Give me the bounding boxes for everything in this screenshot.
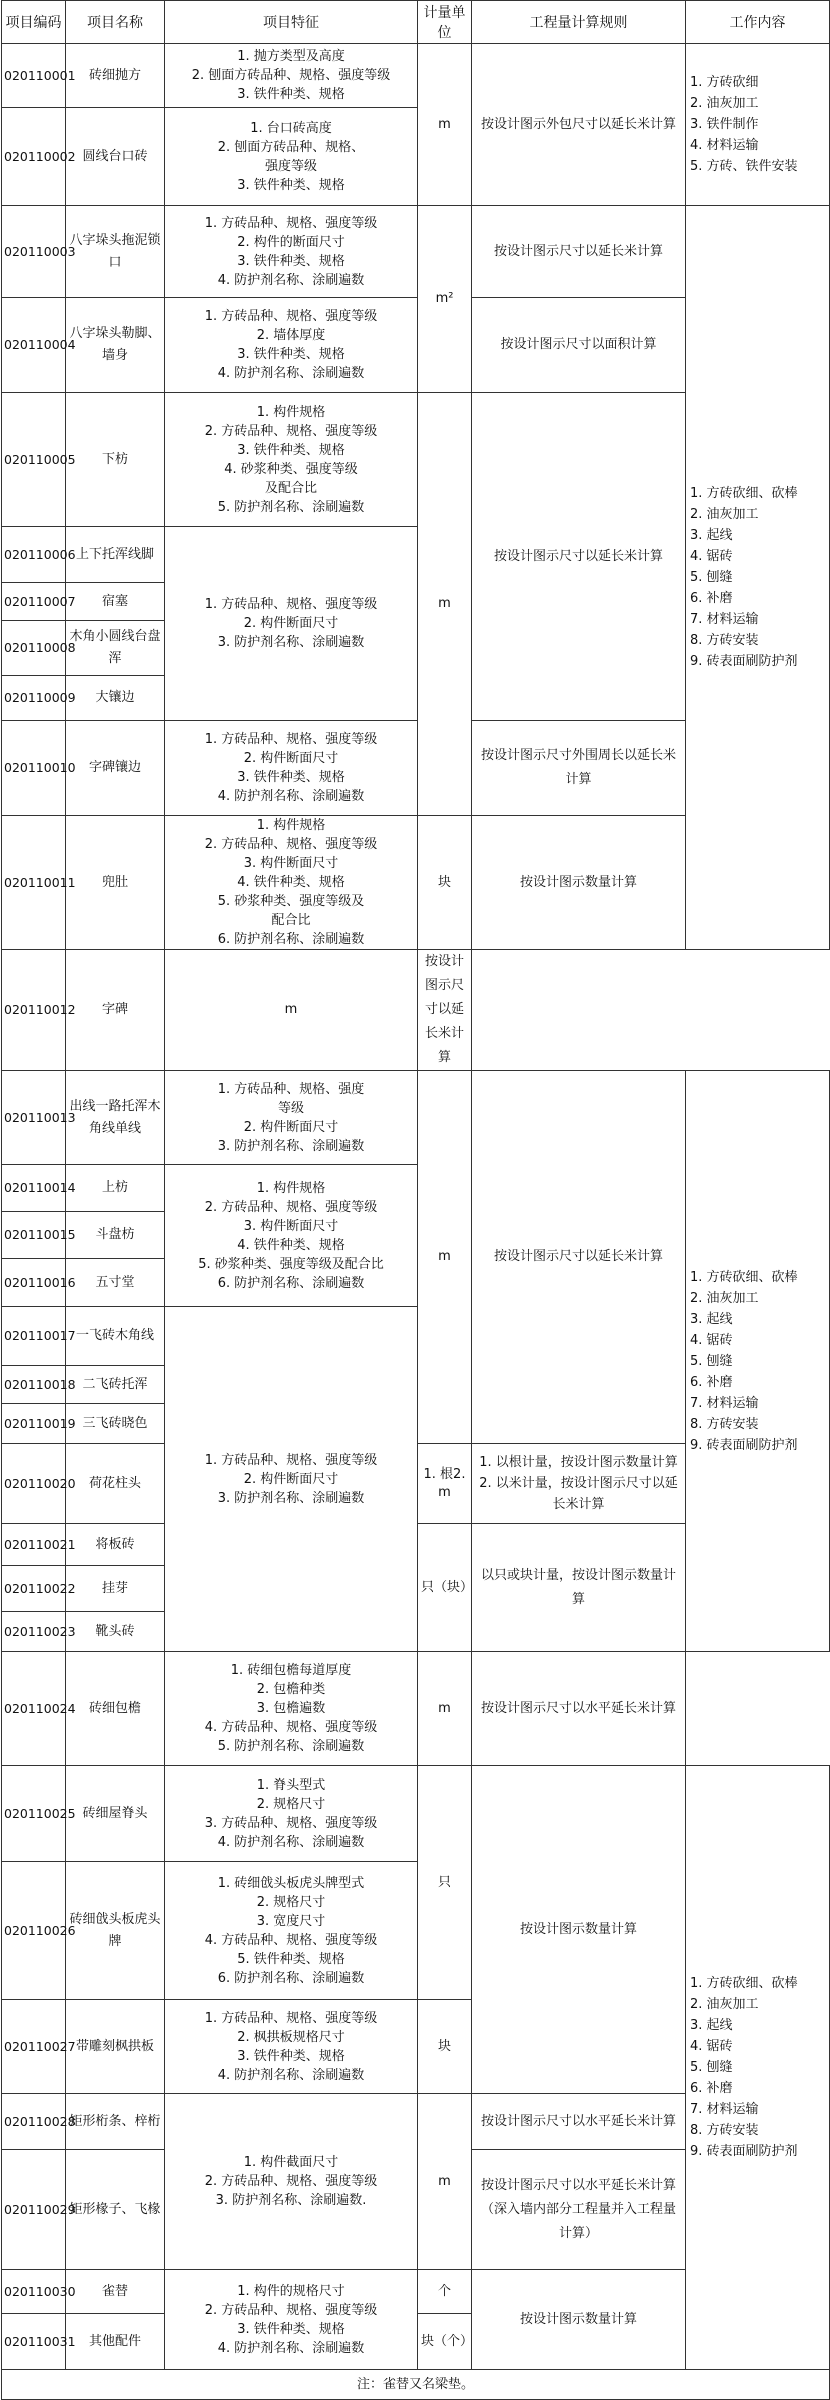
work-cell (686, 1071, 830, 1652)
line-text: 9. 砖表面刷防护剂 (690, 2144, 798, 2159)
unit-cell: m (418, 44, 472, 206)
item-name: 靴头砖 (66, 1612, 165, 1652)
line-text: 3. 铁件种类、规格 (237, 347, 345, 362)
line-text: 9. 砖表面刷防护剂 (690, 654, 798, 669)
header-rule: 工程量计算规则 (472, 1, 686, 44)
item-name: 下枋 (66, 393, 165, 527)
line-text: 4. 防护剂名称、涂刷遍数 (217, 366, 365, 381)
line-text: 3. 方砖品种、规格、强度等级 (204, 1815, 378, 1831)
line-text: 等级 (277, 1100, 304, 1116)
line-text: 2. 刨面方砖品种、规格、 (217, 139, 365, 155)
line-text: 3. 防护剂名称、涂刷遍数. (215, 2193, 367, 2208)
line-text: 1. 方砖品种、规格、强度等级 (204, 1452, 378, 1468)
line-text: 2. 构件断面尺寸 (243, 1471, 339, 1487)
line-text: 1. 台口砖高度 (250, 120, 332, 136)
item-name: 兜肚 (66, 816, 165, 950)
line-text: 配合比 (271, 913, 311, 928)
line-text: 3. 构件断面尺寸 (243, 1218, 339, 1234)
item-code: 020110005 (2, 393, 66, 527)
line-text: 3. 起线 (690, 528, 733, 543)
header-features: 项目特征 (165, 1, 418, 44)
item-features (165, 721, 418, 816)
item-code: 020110006 (2, 527, 66, 583)
line-text: 及配合比 (264, 480, 317, 496)
rule-cell: 按设计图示尺寸外围周长以延长米计算 (472, 721, 686, 816)
line-text: 7. 材料运输 (690, 1395, 759, 1411)
item-name: 矩形椽子、飞椽 (66, 2150, 165, 2270)
line-text: 2. 规格尺寸 (256, 1894, 326, 1910)
item-name: 字碑 (66, 950, 165, 1071)
rule-cell: 按设计图示数量计算 (472, 2270, 686, 2370)
rule-cell: 按设计图示尺寸以面积计算 (472, 298, 686, 393)
table-row (2, 1766, 830, 1862)
line-text: 2. 构件断面尺寸 (243, 1119, 339, 1135)
rule-cell: 按设计图示尺寸以延长米计算 (418, 950, 472, 1071)
line-text: 3. 铁件种类、规格 (237, 442, 345, 458)
item-name: 大镶边 (66, 676, 165, 721)
unit-cell: m (418, 2094, 472, 2270)
rule-cell: 以只或块计量，按设计图示数量计算 (472, 1524, 686, 1652)
header-code: 项目编码 (2, 1, 66, 44)
line-text: 1. 方砖品种、规格、强度等级 (204, 597, 378, 612)
line-text: 8. 方砖安装 (690, 633, 759, 648)
item-code: 020110022 (2, 1566, 66, 1612)
item-code: 020110002 (2, 108, 66, 206)
item-name: 上枋 (66, 1165, 165, 1212)
line-text: 5. 防护剂名称、涂刷遍数 (217, 1739, 365, 1754)
unit-cell: m (418, 1071, 472, 1444)
line-text: 3. 构件断面尺寸 (243, 856, 339, 871)
unit-cell: 块 (418, 816, 472, 950)
line-text: 1. 抛方类型及高度 (237, 49, 345, 64)
line-text: 4. 砂浆种类、强度等级 (224, 461, 358, 477)
line-text: 4. 方砖品种、规格、强度等级 (204, 1932, 378, 1948)
item-code: 020110026 (2, 1862, 66, 2000)
item-code: 020110013 (2, 1071, 66, 1165)
item-name: 八字垛头拖泥锁口 (66, 206, 165, 298)
line-text: 6. 防护剂名称、涂刷遍数 (217, 1970, 365, 1986)
note-row (2, 2370, 830, 2400)
item-features (165, 2094, 418, 2270)
item-name: 雀替 (66, 2270, 165, 2314)
item-code: 020110031 (2, 2314, 66, 2370)
work-cell (686, 206, 830, 950)
line-text: 3. 宽度尺寸 (256, 1913, 326, 1929)
item-name: 二飞砖托浑 (66, 1366, 165, 1404)
line-text: 1. 构件截面尺寸 (243, 2155, 339, 2170)
item-code: 020110020 (2, 1444, 66, 1524)
line-text: 3. 铁件种类、规格 (237, 2321, 345, 2337)
rule-cell: 按设计图示尺寸以延长米计算 (472, 1071, 686, 1444)
header-name: 项目名称 (66, 1, 165, 44)
line-text: 2. 方砖品种、规格、强度等级 (204, 2302, 378, 2318)
item-code: 020110016 (2, 1259, 66, 1307)
item-code: 020110010 (2, 721, 66, 816)
line-text: 3. 铁件制作 (690, 117, 759, 132)
item-code: 020110017 (2, 1307, 66, 1366)
line-text: 6. 补磨 (690, 591, 733, 606)
line-text: 1. 构件规格 (256, 818, 326, 833)
line-text: 2. 构件断面尺寸 (243, 751, 339, 766)
item-features (165, 44, 418, 108)
rule-cell: 按设计图示数量计算 (472, 1766, 686, 2094)
item-code: 020110012 (2, 950, 66, 1071)
line-text: 1. 方砖品种、规格、强度 (217, 1081, 365, 1097)
item-features (165, 108, 418, 206)
item-code: 020110027 (2, 2000, 66, 2094)
line-text: 6. 防护剂名称、涂刷遍数 (217, 1275, 365, 1291)
item-code: 020110028 (2, 2094, 66, 2150)
line-text: 6. 补磨 (690, 2081, 733, 2096)
unit-cell: 个 (418, 2270, 472, 2314)
rule-cell: 按设计图示尺寸以水平延长米计算 (472, 2094, 686, 2150)
line-text: 6. 补磨 (690, 1374, 733, 1390)
item-code: 020110015 (2, 1212, 66, 1259)
line-text: 3. 铁件种类、规格 (237, 253, 345, 269)
line-text: 1. 方砖砍细、砍棒 (690, 486, 798, 501)
line-text: 2. 油灰加工 (690, 507, 759, 522)
table-row (2, 950, 830, 1071)
item-features (165, 1307, 418, 1652)
line-text: 3. 防护剂名称、涂刷遍数 (217, 635, 365, 650)
item-features (165, 1652, 418, 1766)
item-code: 020110001 (2, 44, 66, 108)
item-features (165, 527, 418, 721)
unit-cell: 块（个） (418, 2314, 472, 2370)
item-features (165, 1071, 418, 1165)
header-work: 工作内容 (686, 1, 830, 44)
line-text: 2. 方砖品种、规格、强度等级 (204, 2174, 378, 2189)
item-code: 020110025 (2, 1766, 66, 1862)
rule-option-1: 1. 以根计量，按设计图示数量计算 (479, 1455, 678, 1470)
unit-cell: 只（块） (418, 1524, 472, 1652)
line-text: 1. 方砖砍细 (690, 75, 759, 90)
line-text: 2. 方砖品种、规格、强度等级 (204, 837, 378, 852)
item-name: 圆线台口砖 (66, 108, 165, 206)
item-features (165, 2270, 418, 2370)
line-text: 1. 方砖品种、规格、强度等级 (204, 2010, 378, 2026)
line-text: 8. 方砖安装 (690, 2123, 759, 2138)
line-text: 1. 方砖品种、规格、强度等级 (204, 215, 378, 231)
rule-cell: 按设计图示数量计算 (472, 816, 686, 950)
item-code: 020110023 (2, 1612, 66, 1652)
line-text: 5. 防护剂名称、涂刷遍数 (217, 499, 365, 515)
table-row (2, 1652, 830, 1766)
line-text: 4. 防护剂名称、涂刷遍数 (217, 1834, 365, 1850)
item-name: 上下托浑线脚 (66, 527, 165, 583)
rule-cell: 按设计图示尺寸以水平延长米计算 (472, 1652, 686, 1766)
line-text: 4. 锯砖 (690, 1332, 733, 1348)
item-name: 木角小圆线台盘浑 (66, 621, 165, 676)
line-text: 2. 规格尺寸 (256, 1796, 326, 1812)
line-text: 2. 方砖品种、规格、强度等级 (204, 423, 378, 439)
item-features (165, 298, 418, 393)
unit-cell: m² (418, 206, 472, 393)
line-text: 1. 方砖品种、规格、强度等级 (204, 309, 378, 324)
item-features (165, 393, 418, 527)
rule-cell: 按设计图示尺寸以延长米计算 (472, 393, 686, 721)
line-text: 1. 构件的规格尺寸 (237, 2283, 345, 2299)
line-text: 3. 起线 (690, 2018, 733, 2033)
work-cell (686, 1766, 830, 2370)
item-features (165, 816, 418, 950)
line-text: 3. 铁件种类、规格 (237, 2048, 345, 2064)
unit-cell: m (418, 393, 472, 816)
item-name: 将板砖 (66, 1524, 165, 1566)
line-text: 3. 起线 (690, 1311, 733, 1327)
item-code: 020110004 (2, 298, 66, 393)
item-code: 020110021 (2, 1524, 66, 1566)
line-text: 4. 防护剂名称、涂刷遍数 (217, 2067, 365, 2083)
unit-cell: 1. 根2. m (418, 1444, 472, 1524)
line-text: 4. 锯砖 (690, 2039, 733, 2054)
unit-cell: 块 (418, 2000, 472, 2094)
line-text: 5. 刨缝 (690, 570, 733, 585)
item-code: 020110009 (2, 676, 66, 721)
line-text: 5. 砂浆种类、强度等级及配合比 (198, 1256, 384, 1272)
line-text: 3. 铁件种类、规格 (237, 87, 345, 102)
item-name: 一飞砖木角线 (66, 1307, 165, 1366)
line-text: 3. 铁件种类、规格 (237, 770, 345, 785)
item-name: 矩形桁条、梓桁 (66, 2094, 165, 2150)
rule-cell: 按设计图示尺寸以水平延长米计算（深入墙内部分工程量并入工程量计算） (472, 2150, 686, 2270)
line-text: 3. 包檐遍数 (256, 1701, 326, 1716)
item-code: 020110024 (2, 1652, 66, 1766)
item-code: 020110029 (2, 2150, 66, 2270)
line-text: 4. 材料运输 (690, 138, 759, 153)
rule-cell (472, 1444, 686, 1524)
line-text: 8. 方砖安装 (690, 1416, 759, 1432)
item-features (165, 1766, 418, 1862)
line-text: 2. 构件的断面尺寸 (237, 234, 345, 250)
item-code: 020110008 (2, 621, 66, 676)
item-features (165, 1862, 418, 2000)
line-text: 3. 防护剂名称、涂刷遍数 (217, 1138, 365, 1154)
line-text: 5. 刨缝 (690, 2060, 733, 2075)
item-name: 砖细屋脊头 (66, 1766, 165, 1862)
quantity-table (1, 0, 830, 2400)
unit-cell: m (165, 950, 418, 1071)
line-text: 4. 防护剂名称、涂刷遍数 (217, 272, 365, 288)
item-name: 斗盘枋 (66, 1212, 165, 1259)
line-text: 4. 防护剂名称、涂刷遍数 (217, 789, 365, 804)
item-code: 020110014 (2, 1165, 66, 1212)
item-name: 字碑镶边 (66, 721, 165, 816)
table-note: 注：雀替又名梁垫。 (2, 2370, 830, 2400)
item-name: 五寸堂 (66, 1259, 165, 1307)
header-row (2, 1, 830, 44)
line-text: 2. 油灰加工 (690, 1997, 759, 2012)
item-name: 八字垛头勒脚、墙身 (66, 298, 165, 393)
line-text: 9. 砖表面刷防护剂 (690, 1437, 798, 1453)
line-text: 2. 构件断面尺寸 (243, 616, 339, 631)
item-name: 挂芽 (66, 1566, 165, 1612)
table-row (2, 44, 830, 108)
item-features (165, 1165, 418, 1307)
line-text: 5. 方砖、铁件安装 (690, 159, 798, 174)
line-text: 1. 方砖砍细、砍棒 (690, 1976, 798, 1991)
line-text: 4. 防护剂名称、涂刷遍数 (217, 2340, 365, 2356)
item-code: 020110018 (2, 1366, 66, 1404)
item-code: 020110007 (2, 583, 66, 621)
item-code: 020110003 (2, 206, 66, 298)
rule-cell: 按设计图示外包尺寸以延长米计算 (472, 44, 686, 206)
line-text: 1. 构件规格 (256, 1180, 326, 1196)
item-name: 宿塞 (66, 583, 165, 621)
line-text: 5. 刨缝 (690, 1353, 733, 1369)
line-text: 强度等级 (264, 158, 317, 174)
line-text: 1. 方砖砍细、砍棒 (690, 1269, 798, 1285)
item-name: 砖细包檐 (66, 1652, 165, 1766)
table-row (2, 206, 830, 298)
line-text: 2. 油灰加工 (690, 1290, 759, 1306)
unit-cell: m (418, 1652, 472, 1766)
work-cell (686, 44, 830, 206)
line-text: 2. 刨面方砖品种、规格、强度等级 (191, 68, 391, 83)
line-text: 4. 方砖品种、规格、强度等级 (204, 1720, 378, 1735)
line-text: 3. 防护剂名称、涂刷遍数 (217, 1490, 365, 1506)
rule-option-2: 2. 以米计量，按设计图示尺寸以延长米计算 (479, 1476, 678, 1512)
item-name: 砖细戗头板虎头牌 (66, 1862, 165, 2000)
line-text: 2. 油灰加工 (690, 96, 759, 111)
item-features (165, 2000, 418, 2094)
rule-cell: 按设计图示尺寸以延长米计算 (472, 206, 686, 298)
item-name: 荷花柱头 (66, 1444, 165, 1524)
line-text: 1. 砖细包檐每道厚度 (230, 1663, 352, 1678)
line-text: 2. 方砖品种、规格、强度等级 (204, 1199, 378, 1215)
line-text: 4. 锯砖 (690, 549, 733, 564)
line-text: 2. 枫拱板规格尺寸 (237, 2029, 345, 2045)
line-text: 1. 脊头型式 (256, 1777, 326, 1793)
item-code: 020110019 (2, 1404, 66, 1444)
item-name: 出线一路托浑木角线单线 (66, 1071, 165, 1165)
line-text: 1. 砖细戗头板虎头牌型式 (217, 1875, 365, 1891)
item-name: 砖细抛方 (66, 44, 165, 108)
item-name: 带雕刻枫拱板 (66, 2000, 165, 2094)
line-text: 1. 方砖品种、规格、强度等级 (204, 732, 378, 747)
item-code: 020110030 (2, 2270, 66, 2314)
line-text: 5. 砂浆种类、强度等级及 (217, 894, 365, 909)
item-name: 三飞砖晓色 (66, 1404, 165, 1444)
table-row (2, 1071, 830, 1165)
item-features (165, 206, 418, 298)
unit-cell: 只 (418, 1766, 472, 2000)
line-text: 1. 构件规格 (256, 404, 326, 420)
item-code: 020110011 (2, 816, 66, 950)
item-name: 其他配件 (66, 2314, 165, 2370)
line-text: 4. 铁件种类、规格 (237, 1237, 345, 1253)
line-text: 4. 铁件种类、规格 (237, 875, 345, 890)
line-text: 2. 包檐种类 (256, 1682, 326, 1697)
line-text: 2. 墙体厚度 (256, 328, 326, 343)
line-text: 3. 铁件种类、规格 (237, 177, 345, 193)
line-text: 7. 材料运输 (690, 612, 759, 627)
line-text: 5. 铁件种类、规格 (237, 1951, 345, 1967)
line-text: 6. 防护剂名称、涂刷遍数 (217, 932, 365, 947)
header-unit: 计量单位 (418, 1, 472, 44)
line-text: 7. 材料运输 (690, 2102, 759, 2117)
